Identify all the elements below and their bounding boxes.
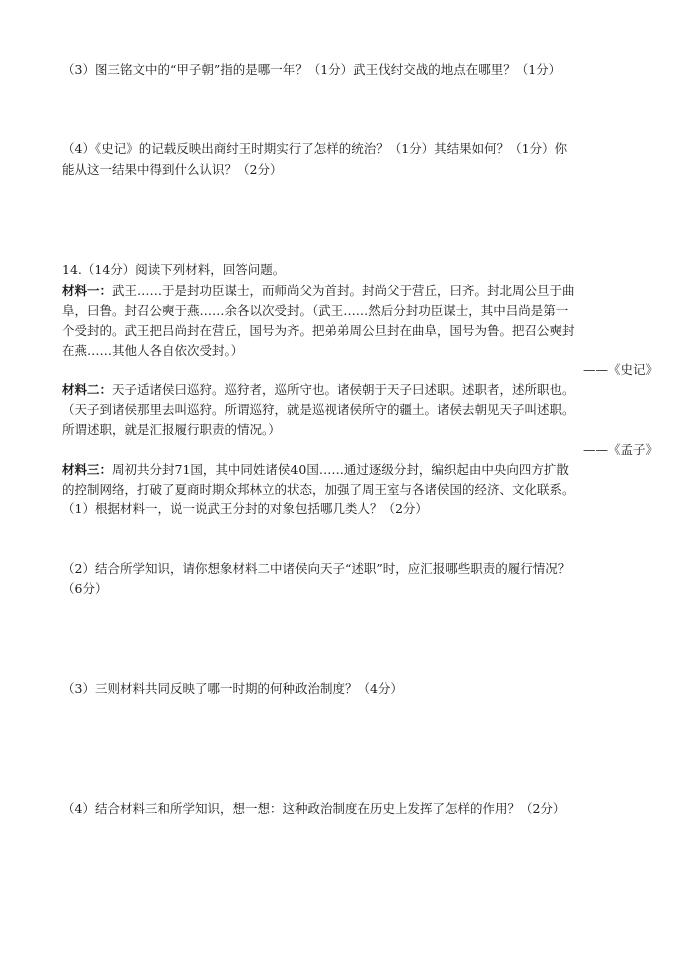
material-1-text: 武王……于是封功臣谋士，而师尚父为首封。封尚父于营丘，曰齐。封北周公旦于曲 xyxy=(112,283,575,298)
subquestion-1: （1）根据材料一，说一说武王分封的对象包括哪几类人？（2分） xyxy=(62,501,428,516)
material-3-line2: 的控制网络，打破了夏商时期众邦林立的状态，加强了周王室与各诸侯国的经济、文化联系。 xyxy=(62,482,575,497)
material-1-line2: 阜，曰鲁。封召公奭于燕……余各以次受封。（武王……然后分封功臣谋士，其中吕尚是第一 xyxy=(62,303,569,318)
material-2-line1 xyxy=(62,380,658,399)
material-3-text: 周初共分封71国，其中同姓诸侯40国……通过逐级分封，编织起由中央向四方扩散 xyxy=(112,462,569,477)
material-1-line3: 个受封的。武王把吕尚封在营丘，国号为齐。把弟弟周公旦封在曲阜，国号为鲁。把召公奭封 xyxy=(62,323,575,338)
material-3-line1 xyxy=(62,460,658,479)
material-1-line1 xyxy=(62,281,658,300)
material-1-source: ——《史记》 xyxy=(582,362,658,377)
material-1-label: 材料一： xyxy=(62,283,113,298)
material-2-label: 材料二： xyxy=(62,382,113,397)
question-13-4-line1: （4）《史记》的记载反映出商纣王时期实行了怎样的统治？（1分）其结果如何？（1分）你 xyxy=(62,141,568,156)
subquestion-4: （4）结合材料三和所学知识，想一想：这种政治制度在历史上发挥了怎样的作用？（2分） xyxy=(62,801,566,816)
material-2-line3: 所谓述职，就是汇报履行职责的情况。） xyxy=(62,422,281,437)
material-2-source: ——《孟子》 xyxy=(582,442,658,457)
material-2-text: 天子适诸侯曰巡狩。巡狩者，巡所守也。诸侯朝于天子曰述职。述职者，述所职也。 xyxy=(112,382,575,397)
question-13-3: （3）图三铭文中的“甲子朝”指的是哪一年？（1分）武王伐纣交战的地点在哪里？（1分） xyxy=(62,62,562,77)
subquestion-2-line2: （6分） xyxy=(62,581,108,596)
material-1-line4: 在燕……其他人各自依次受封。） xyxy=(62,343,244,358)
subquestion-2-line1: （2）结合所学知识，请你想象材料二中诸侯向天子“述职”时，应汇报哪些职责的履行情况？ xyxy=(62,561,571,576)
material-3-label: 材料三： xyxy=(62,462,113,477)
question-13-4-line2: 能从这一结果中得到什么认识？（2分） xyxy=(62,162,283,177)
material-2-line2: （天子到诸侯那里去叫巡狩。所谓巡狩，就是巡视诸侯所守的疆土。诸侯去朝见天子叫述职。 xyxy=(62,402,575,417)
subquestion-3: （3）三则材料共同反映了哪一时期的何种政治制度？（4分） xyxy=(62,681,403,696)
question-14-header: 14.（14分）阅读下列材料，回答问题。 xyxy=(62,262,286,277)
